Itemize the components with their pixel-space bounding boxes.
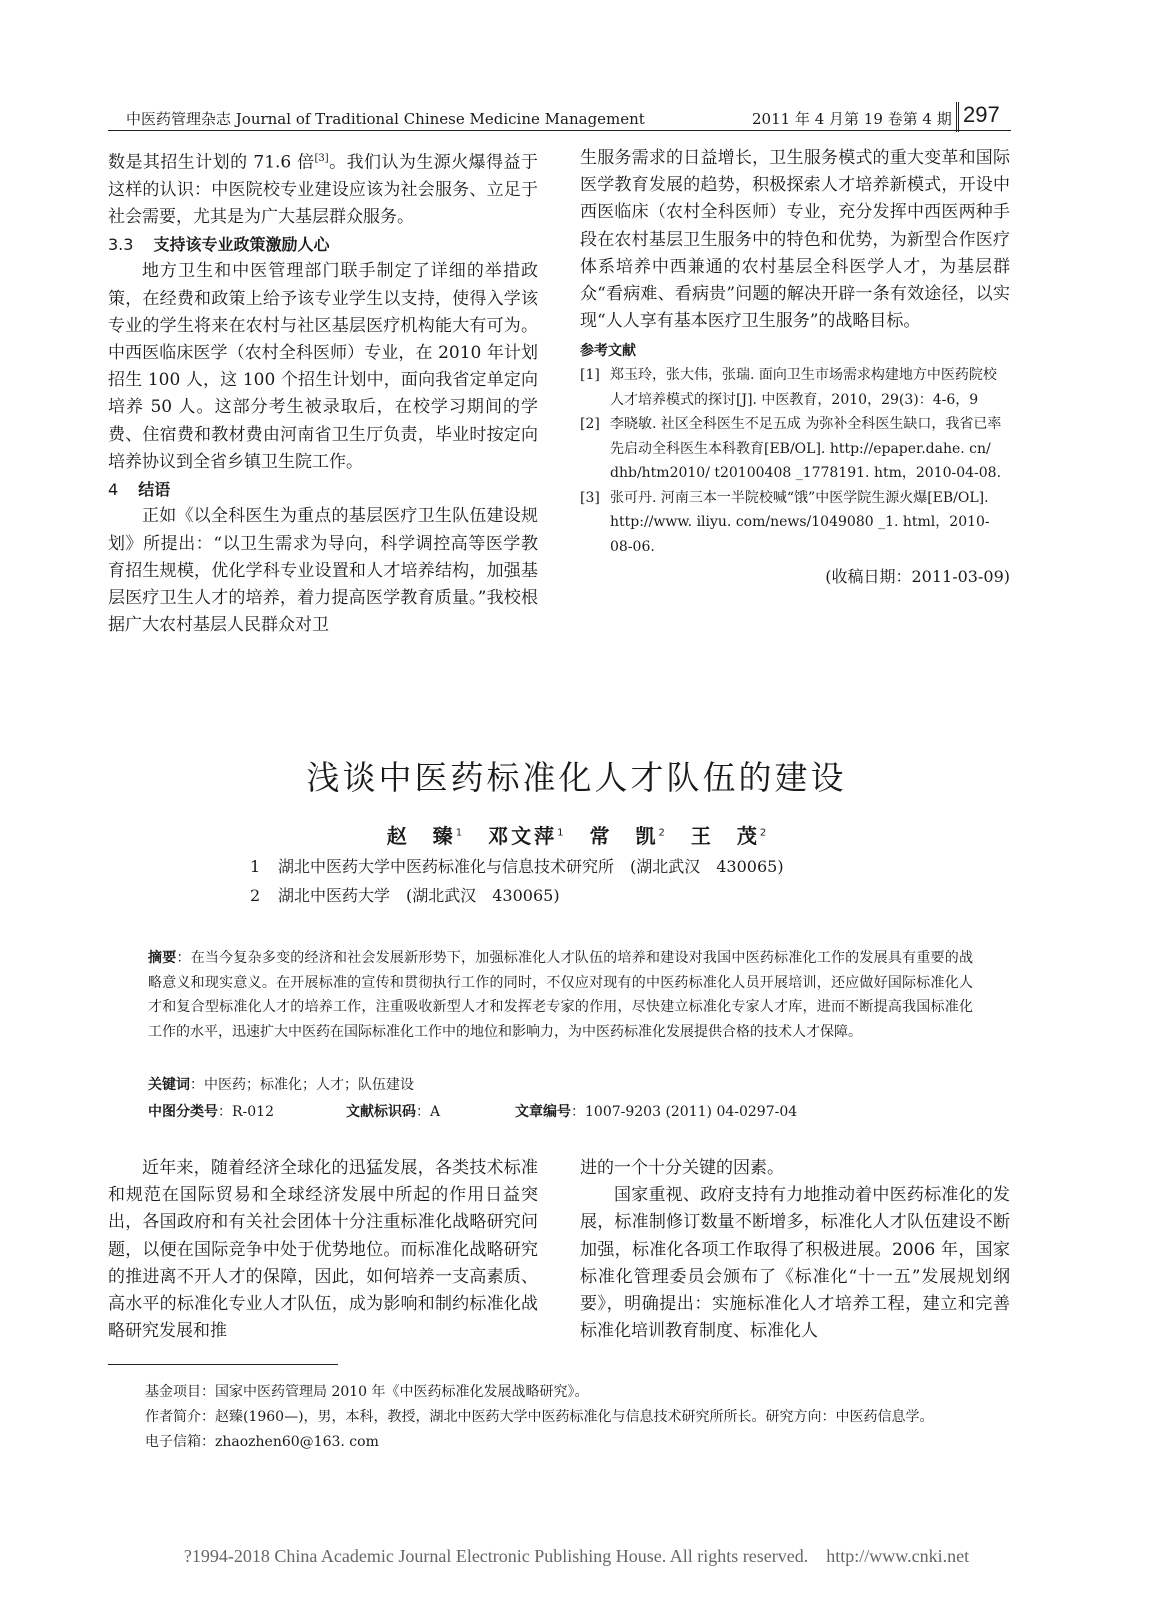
author-name: 王 茂 bbox=[690, 824, 760, 848]
affiliation-item bbox=[250, 881, 950, 910]
paragraph: 国家重视、政府支持有力地推动着中医药标准化的发展，标准制修订数量不断增多，标准化人才队伍建设不断加强，标准化各项工作取得了积极进展。2006 年，国家标准化管理委员会颁布了《标准化“十一五”发展规划纲要》，明确提出：实施标准化人才培养工程，建立和完善标准化培训教育制度、标准化人 bbox=[580, 1185, 1010, 1342]
reference-text: 郑玉玲，张大伟，张瑞. 面向卫生市场需求构建地方中医药院校人才培养模式的探讨[J]. 中医教育，2010，29(3)：4-6，9 bbox=[610, 367, 997, 408]
received-date: (收稿日期：2011-03-09) bbox=[825, 567, 1010, 587]
issue-info: 2011 年 4 月第 19 卷第 4 期 bbox=[752, 110, 952, 128]
section-heading-3-3: 3.3 支持该专业政策激励人心 bbox=[108, 235, 330, 255]
affiliation-item bbox=[250, 852, 950, 881]
paragraph: 生服务需求的日益增长，卫生服务模式的重大变革和国际医学教育发展的趋势，积极探索人才培养新模式，开设中西医临床（农村全科医师）专业，充分发挥中西医两种手段在农村基层卫生服务中的特色和优势，为新型合作医疗体系培养中西兼通的农村基层全科医学人才，为基层群众“看病难、看病贵”问题的解决开辟一条有效途径，以实现“人人享有基本医疗卫生服务”的战略目标。 bbox=[580, 148, 1010, 332]
copyright-notice: ?1994-2018 China Academic Journal Electronic Publishing House. All rights reserved. http://www.cnki.net bbox=[183, 1546, 970, 1566]
reference-number: [3] bbox=[580, 489, 600, 506]
affiliations bbox=[250, 852, 950, 910]
affiliation-text: 湖北中医药大学中医药标准化与信息技术研究所 (湖北武汉 430065) bbox=[278, 857, 784, 876]
references-heading: 参考文献 bbox=[580, 343, 636, 360]
keywords-text: ：中医药；标准化；人才；队伍建设 bbox=[190, 1077, 414, 1093]
footnote-rule bbox=[108, 1364, 338, 1365]
reference-item bbox=[580, 486, 1010, 560]
section-heading-4: 4 结语 bbox=[108, 480, 171, 500]
body-right-column bbox=[580, 1155, 1010, 1345]
citation-ref: [3] bbox=[314, 153, 329, 164]
author-name: 常 凯 bbox=[589, 824, 659, 848]
page-number: 297 bbox=[956, 102, 1000, 132]
article-title: 浅谈中医药标准化人才队伍的建设 bbox=[306, 758, 847, 797]
paragraph: 进的一个十分关键的因素。 bbox=[580, 1158, 784, 1178]
author-list bbox=[0, 820, 1153, 849]
reference-text: 李晓敏. 社区全科医生不足五成 为弥补全科医生缺口，我省已率先启动全科医生本科教育[EB/OL]. http://epaper.dahe. cn/ dhb/htm2010/ t20100408 _1778191. htm，2010-04-08. bbox=[610, 416, 1002, 482]
prev-article-right-column bbox=[580, 145, 1010, 591]
paragraph: 近年来，随着经济全球化的迅猛发展，各类技术标准和规范在国际贸易和全球经济发展中所起的作用日益突出，各国政府和有关社会团体十分注重标准化战略研究问题，以便在国际竞争中处于优势地位。而标准化战略研究的推进离不开人才的保障，因此，如何培养一支高素质、高水平的标准化专业人才队伍，成为影响和制约标准化战略研究发展和推 bbox=[108, 1158, 538, 1342]
author-name: 赵 臻 bbox=[386, 824, 456, 848]
article-number: 文章编号：1007-9203 (2011) 04-0297-04 bbox=[515, 1104, 798, 1120]
reference-number: [2] bbox=[580, 416, 600, 433]
references-list bbox=[580, 363, 1010, 559]
running-header bbox=[108, 102, 1011, 131]
affiliation-number: 2 bbox=[250, 886, 261, 905]
footnotes bbox=[145, 1380, 1025, 1455]
author-affiliation-mark: 2 bbox=[658, 827, 665, 839]
reference-item bbox=[580, 363, 1010, 412]
reference-text: 张可丹. 河南三本一半院校喊“饿”中医学院生源火爆[EB/OL]. http://www. iliyu. com/news/1049080 _1. html，2010-08-06. bbox=[610, 489, 990, 555]
paragraph: 正如《以全科医生为重点的基层医疗卫生队伍建设规划》所提出：“以卫生需求为导向，科学调控高等医学教育招生规模，优化学科专业设置和人才培养结构，加强基层医疗卫生人才的培养，着力提高医学教育质量。”我校根据广大农村基层人民群众对卫 bbox=[108, 506, 538, 636]
body-left-column bbox=[108, 1155, 538, 1345]
author-affiliation-mark: 2 bbox=[759, 827, 767, 839]
author-affiliation-mark: 1 bbox=[455, 827, 463, 839]
reference-item bbox=[580, 412, 1010, 486]
keywords bbox=[148, 1073, 414, 1097]
affiliation-text: 湖北中医药大学 (湖北武汉 430065) bbox=[278, 886, 560, 905]
abstract-label: 摘要 bbox=[148, 950, 177, 966]
author-name: 邓文萍 bbox=[488, 824, 558, 848]
email-note: 电子信箱：zhaozhen60@163. com bbox=[145, 1434, 379, 1450]
clc-number: 中图分类号：R-012 bbox=[148, 1104, 274, 1120]
affiliation-number: 1 bbox=[250, 857, 261, 876]
prev-article-left-column bbox=[108, 145, 538, 639]
keywords-label: 关键词 bbox=[148, 1077, 190, 1093]
paragraph: 数是其招生计划的 71.6 倍[3]。我们认为生源火爆得益于这样的认识：中医院校专业建设应该为社会服务、立足于社会需要，尤其是为广大基层群众服务。 bbox=[108, 152, 539, 228]
abstract bbox=[148, 946, 973, 1044]
author-bio: 作者简介：赵臻(1960—)，男，本科，教授，湖北中医药大学中医药标准化与信息技术研究所所长。研究方向：中医药信息学。 bbox=[145, 1409, 934, 1425]
document-code: 文献标识码：A bbox=[346, 1104, 441, 1120]
paragraph: 地方卫生和中医管理部门联手制定了详细的举措政策，在经费和政策上给予该专业学生以支持，使得入学该专业的学生将来在农村与社区基层医疗机构能大有可为。中西医临床医学（农村全科医师）专业，在 2010 年计划招生 100 人，这 100 个招生计划中，面向我省定单定向培养 50 人。这部分考生被录取后，在校学习期间的学费、住宿费和教材费由河南省卫生厅负责，毕业时按定向培养协议到全省乡镇卫生院工作。 bbox=[108, 261, 538, 472]
journal-name: 中医药管理杂志 Journal of Traditional Chinese Medicine Management bbox=[126, 110, 645, 128]
author-affiliation-mark: 1 bbox=[557, 827, 564, 839]
abstract-text: ：在当今复杂多变的经济和社会发展新形势下，加强标准化人才队伍的培养和建设对我国中医药标准化工作的发展具有重要的战略意义和现实意义。在开展标准的宣传和贯彻执行工作的同时，不仅应对现有的中医药标准化人员开展培训，还应做好国际标准化人才和复合型标准化人才的培养工作，注重吸收新型人才和发挥老专家的作用，尽快建立标准化专家人才库，进而不断提高我国标准化工作的水平，迅速扩大中医药在国际标准化工作中的地位和影响力，为中医药标准化发展提供合格的技术人才保障。 bbox=[148, 950, 974, 1040]
reference-number: [1] bbox=[580, 367, 600, 384]
fund-note: 基金项目：国家中医药管理局 2010 年《中医药标准化发展战略研究》。 bbox=[145, 1384, 589, 1400]
